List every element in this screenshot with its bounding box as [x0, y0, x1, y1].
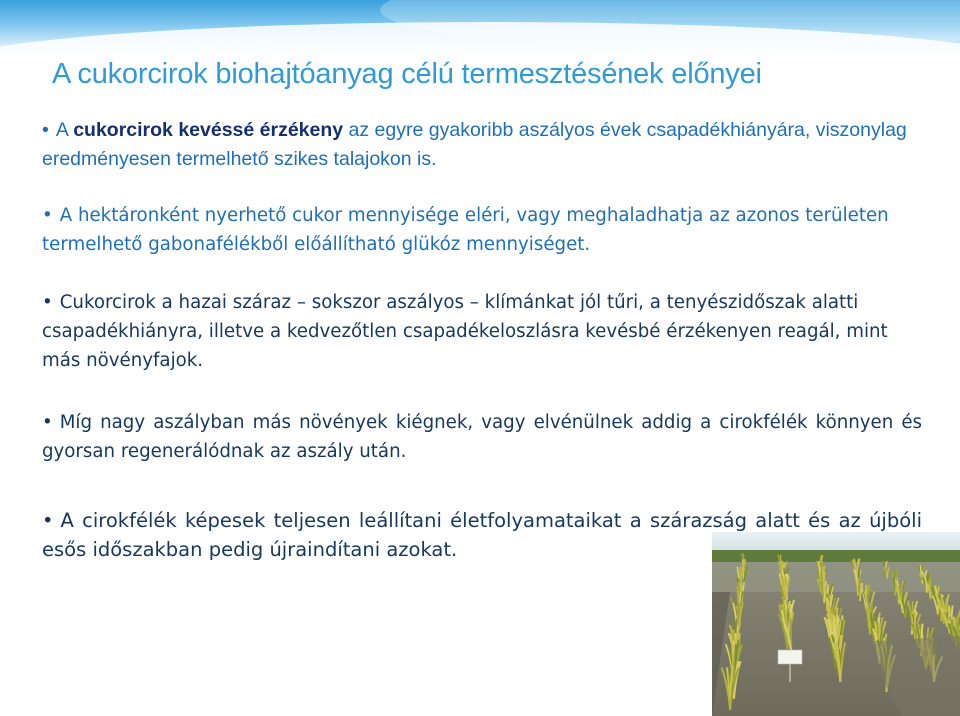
bullet-5-text: A cirokfélék képesek teljesen leállítani életfolyamataikat a szárazság alatt és az újbóli esős időszakban pedig újraindítani azokat.: [42, 509, 922, 561]
bullet-point-3: [42, 288, 922, 375]
sorghum-field-photo: [712, 532, 960, 716]
bullet-1-pre: A: [55, 119, 74, 141]
bullet-3-text: Cukorcirok a hazai száraz – sokszor aszályos – klímánkat jól tűri, a tenyészidőszak alatti csapadékhiányra, illetve a kedvezőtlen csapadékeloszlásra kevésbé érzékenyen reagál, mint más növényfajok.: [42, 292, 888, 371]
sorghum-field-image: [712, 532, 960, 716]
bullet-1-post: az egyre gyakoribb aszályos évek csapadékhiányára, viszonylag eredményesen termelhető szikes talajokon is.: [42, 119, 907, 170]
bullet-point-1: [42, 116, 922, 174]
bullet-icon: •: [42, 119, 49, 141]
bullet-icon: •: [42, 509, 54, 532]
slide-title: A cukorcirok biohajtóanyag célú termesztésének előnyei: [52, 58, 762, 90]
header-banner: [0, 0, 960, 58]
bullet-icon: •: [42, 292, 53, 313]
bullet-point-2: [42, 201, 922, 259]
bullet-4-text: Míg nagy aszályban más növények kiégnek, vagy elvénülnek addig a cirokfélék könnyen és gyorsan regenerálódnak az aszály után.: [42, 412, 922, 462]
bullet-2-text: A hektáronként nyerhető cukor mennyisége eléri, vagy meghaladhatja az azonos területen termelhető gabonafélékből előállítható glükóz mennyiséget.: [42, 205, 889, 255]
bullet-icon: •: [42, 205, 53, 226]
bullet-icon: •: [42, 412, 53, 433]
bullet-1-bold: cukorcirok kevéssé érzékeny: [73, 119, 344, 141]
bullet-point-4: [42, 408, 922, 466]
